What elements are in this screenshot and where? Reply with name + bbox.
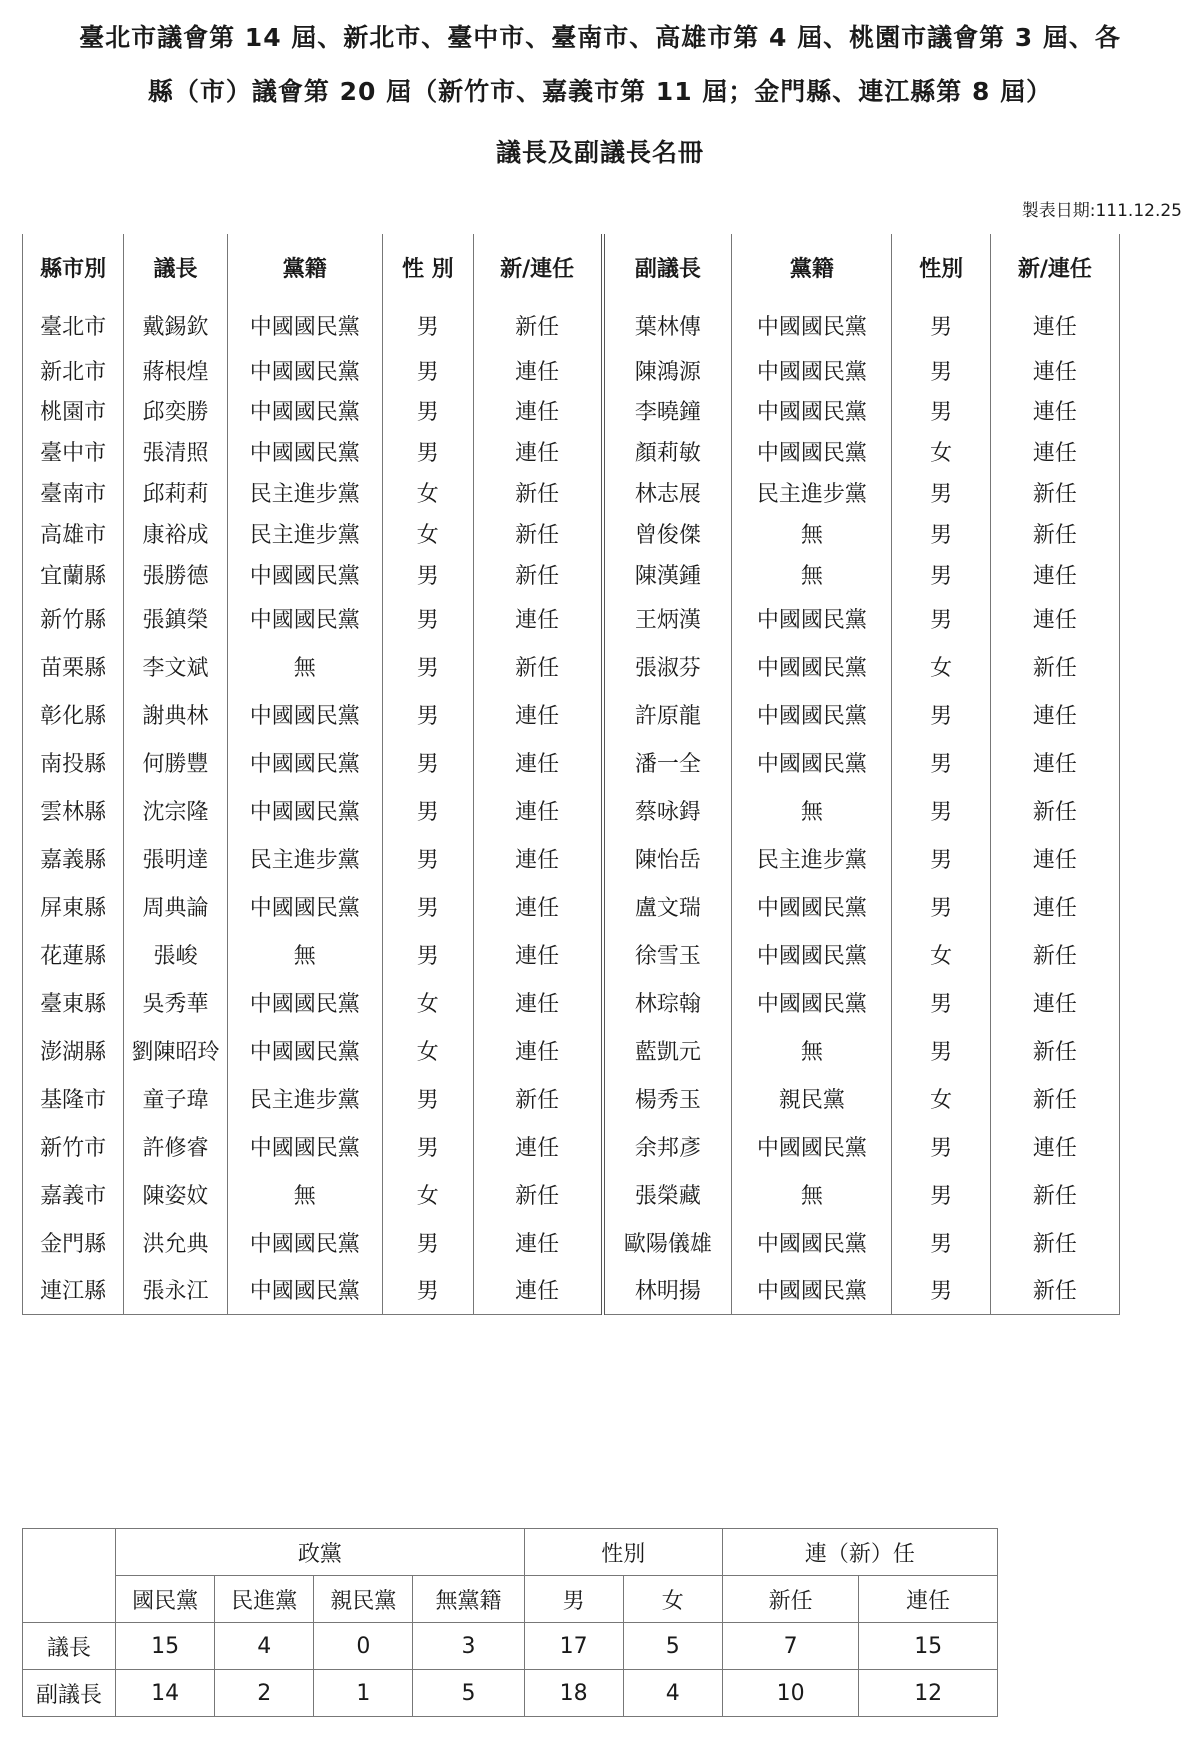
table-cell: 男 <box>892 350 990 390</box>
table-cell: 連任 <box>473 978 602 1026</box>
table-row <box>23 1170 1120 1218</box>
summary-cell: 3 <box>413 1623 524 1670</box>
table-cell: 民主進步黨 <box>227 513 382 554</box>
table-cell: 女 <box>382 1026 473 1074</box>
table-cell: 民主進步黨 <box>227 1074 382 1122</box>
table-cell: 新竹縣 <box>23 595 124 642</box>
table-cell: 女 <box>892 1074 990 1122</box>
table-cell: 男 <box>892 1026 990 1074</box>
table-cell: 女 <box>892 642 990 690</box>
table-cell: 中國國民黨 <box>227 595 382 642</box>
table-cell: 連任 <box>990 300 1119 350</box>
table-cell: 新任 <box>473 642 602 690</box>
table-cell: 李文斌 <box>124 642 227 690</box>
summary-group-gender: 性別 <box>524 1529 722 1576</box>
table-cell: 男 <box>892 882 990 930</box>
column-header: 性 別 <box>382 234 473 300</box>
column-header: 黨籍 <box>227 234 382 300</box>
table-cell: 中國國民黨 <box>732 978 892 1026</box>
table-cell: 連任 <box>473 738 602 786</box>
table-cell: 新竹市 <box>23 1122 124 1170</box>
summary-corner <box>23 1529 116 1623</box>
summary-row-speaker <box>23 1623 998 1670</box>
table-cell: 張清照 <box>124 431 227 472</box>
table-cell: 陳怡岳 <box>603 834 732 882</box>
table-cell: 連任 <box>473 930 602 978</box>
table-cell: 連任 <box>990 978 1119 1026</box>
table-cell: 謝典林 <box>124 690 227 738</box>
table-cell: 連江縣 <box>23 1266 124 1314</box>
table-cell: 徐雪玉 <box>603 930 732 978</box>
table-cell: 中國國民黨 <box>732 930 892 978</box>
table-cell: 中國國民黨 <box>732 642 892 690</box>
table-cell: 沈宗隆 <box>124 786 227 834</box>
table-cell: 男 <box>382 690 473 738</box>
table-cell: 臺北市 <box>23 300 124 350</box>
table-row <box>23 642 1120 690</box>
table-row <box>23 1266 1120 1314</box>
table-cell: 中國國民黨 <box>732 882 892 930</box>
table-cell: 屏東縣 <box>23 882 124 930</box>
table-cell: 中國國民黨 <box>732 350 892 390</box>
table-cell: 臺中市 <box>23 431 124 472</box>
table-cell: 許原龍 <box>603 690 732 738</box>
table-cell: 中國國民黨 <box>732 431 892 472</box>
title-line-3: 議長及副議長名冊 <box>495 138 704 167</box>
table-cell: 男 <box>892 1266 990 1314</box>
table-cell: 金門縣 <box>23 1218 124 1266</box>
table-row <box>23 390 1120 431</box>
table-cell: 無 <box>227 1170 382 1218</box>
table-cell: 男 <box>892 472 990 513</box>
table-cell: 新任 <box>990 1170 1119 1218</box>
table-date: 製表日期:111.12.25 <box>1021 201 1182 221</box>
table-cell: 無 <box>227 930 382 978</box>
table-cell: 苗栗縣 <box>23 642 124 690</box>
table-cell: 洪允典 <box>124 1218 227 1266</box>
summary-sub-header: 連任 <box>859 1576 998 1623</box>
table-cell: 嘉義市 <box>23 1170 124 1218</box>
table-row <box>23 930 1120 978</box>
table-cell: 張榮藏 <box>603 1170 732 1218</box>
summary-cell: 14 <box>116 1670 215 1717</box>
summary-table <box>22 1528 998 1717</box>
table-cell: 陳漢鍾 <box>603 554 732 595</box>
table-cell: 新任 <box>990 1266 1119 1314</box>
table-cell: 連任 <box>990 554 1119 595</box>
table-cell: 張明達 <box>124 834 227 882</box>
table-row <box>23 431 1120 472</box>
table-cell: 蔡咏鍀 <box>603 786 732 834</box>
table-cell: 雲林縣 <box>23 786 124 834</box>
summary-cell: 5 <box>623 1623 722 1670</box>
table-row <box>23 513 1120 554</box>
table-cell: 南投縣 <box>23 738 124 786</box>
summary-cell: 15 <box>859 1623 998 1670</box>
table-cell: 劉陳昭玲 <box>124 1026 227 1074</box>
table-cell: 張峻 <box>124 930 227 978</box>
table-cell: 新任 <box>990 930 1119 978</box>
table-cell: 基隆市 <box>23 1074 124 1122</box>
table-cell: 中國國民黨 <box>227 1122 382 1170</box>
summary-cell: 4 <box>623 1670 722 1717</box>
table-cell: 中國國民黨 <box>227 554 382 595</box>
table-cell: 新任 <box>990 1218 1119 1266</box>
table-cell: 男 <box>892 738 990 786</box>
table-cell: 李曉鐘 <box>603 390 732 431</box>
title-line-1: 臺北市議會第 14 屆、新北市、臺中市、臺南市、高雄市第 4 屆、桃園市議會第 3 屆、各 <box>79 23 1121 52</box>
table-cell: 吳秀華 <box>124 978 227 1026</box>
table-cell: 新任 <box>990 786 1119 834</box>
table-cell: 連任 <box>473 390 602 431</box>
table-cell: 男 <box>892 786 990 834</box>
table-cell: 周典論 <box>124 882 227 930</box>
table-cell: 男 <box>892 1218 990 1266</box>
table-row <box>23 1026 1120 1074</box>
table-row <box>23 300 1120 350</box>
column-header: 副議長 <box>603 234 732 300</box>
table-cell: 中國國民黨 <box>732 595 892 642</box>
table-cell: 男 <box>892 554 990 595</box>
table-cell: 民主進步黨 <box>732 472 892 513</box>
summary-group-row <box>23 1529 998 1576</box>
table-cell: 連任 <box>473 595 602 642</box>
table-cell: 曾俊傑 <box>603 513 732 554</box>
table-cell: 中國國民黨 <box>227 350 382 390</box>
table-cell: 新任 <box>990 472 1119 513</box>
table-row <box>23 554 1120 595</box>
table-cell: 宜蘭縣 <box>23 554 124 595</box>
table-cell: 男 <box>382 1122 473 1170</box>
summary-sub-header: 女 <box>623 1576 722 1623</box>
summary-sub-header: 民進黨 <box>215 1576 314 1623</box>
table-cell: 中國國民黨 <box>227 1026 382 1074</box>
column-header: 新/連任 <box>473 234 602 300</box>
table-cell: 許修睿 <box>124 1122 227 1170</box>
table-cell: 林明揚 <box>603 1266 732 1314</box>
table-cell: 連任 <box>990 690 1119 738</box>
table-cell: 男 <box>382 786 473 834</box>
table-cell: 無 <box>732 554 892 595</box>
table-cell: 張勝德 <box>124 554 227 595</box>
table-row <box>23 1074 1120 1122</box>
table-cell: 桃園市 <box>23 390 124 431</box>
table-cell: 中國國民黨 <box>227 390 382 431</box>
table-cell: 歐陽儀雄 <box>603 1218 732 1266</box>
column-header: 性別 <box>892 234 990 300</box>
table-cell: 中國國民黨 <box>227 978 382 1026</box>
table-cell: 男 <box>382 1218 473 1266</box>
table-cell: 新任 <box>473 1074 602 1122</box>
table-cell: 男 <box>382 930 473 978</box>
table-cell: 女 <box>382 978 473 1026</box>
table-cell: 張淑芬 <box>603 642 732 690</box>
table-cell: 男 <box>892 390 990 431</box>
table-cell: 男 <box>382 834 473 882</box>
table-cell: 顏莉敏 <box>603 431 732 472</box>
table-cell: 連任 <box>990 350 1119 390</box>
table-cell: 女 <box>892 930 990 978</box>
table-cell: 張鎮榮 <box>124 595 227 642</box>
summary-cell: 7 <box>722 1623 859 1670</box>
table-cell: 葉林傳 <box>603 300 732 350</box>
table-row <box>23 978 1120 1026</box>
table-cell: 男 <box>382 390 473 431</box>
table-cell: 民主進步黨 <box>732 834 892 882</box>
table-cell: 無 <box>732 513 892 554</box>
table-row <box>23 1218 1120 1266</box>
table-cell: 邱莉莉 <box>124 472 227 513</box>
table-cell: 男 <box>382 595 473 642</box>
table-cell: 男 <box>892 513 990 554</box>
table-cell: 無 <box>732 1026 892 1074</box>
table-cell: 楊秀玉 <box>603 1074 732 1122</box>
table-cell: 女 <box>892 431 990 472</box>
table-cell: 男 <box>382 431 473 472</box>
table-cell: 潘一全 <box>603 738 732 786</box>
table-cell: 新任 <box>990 513 1119 554</box>
table-cell: 張永江 <box>124 1266 227 1314</box>
table-cell: 中國國民黨 <box>227 786 382 834</box>
table-cell: 連任 <box>990 595 1119 642</box>
table-cell: 連任 <box>473 350 602 390</box>
table-cell: 陳鴻源 <box>603 350 732 390</box>
table-cell: 高雄市 <box>23 513 124 554</box>
table-cell: 戴錫欽 <box>124 300 227 350</box>
table-cell: 中國國民黨 <box>732 1266 892 1314</box>
table-cell: 新任 <box>990 1074 1119 1122</box>
summary-sub-header: 男 <box>524 1576 623 1623</box>
table-cell: 男 <box>382 738 473 786</box>
summary-row-deputy <box>23 1670 998 1717</box>
table-cell: 澎湖縣 <box>23 1026 124 1074</box>
summary-cell: 5 <box>413 1670 524 1717</box>
table-row <box>23 738 1120 786</box>
table-cell: 藍凱元 <box>603 1026 732 1074</box>
table-cell: 連任 <box>473 1218 602 1266</box>
table-row <box>23 350 1120 390</box>
summary-cell: 17 <box>524 1623 623 1670</box>
table-cell: 女 <box>382 1170 473 1218</box>
table-cell: 中國國民黨 <box>732 690 892 738</box>
table-cell: 男 <box>892 834 990 882</box>
table-cell: 連任 <box>473 1122 602 1170</box>
title-line-2: 縣（市）議會第 20 屆（新竹市、嘉義市第 11 屆；金門縣、連江縣第 8 屆） <box>147 77 1053 106</box>
table-cell: 連任 <box>990 738 1119 786</box>
table-cell: 中國國民黨 <box>227 1218 382 1266</box>
table-row <box>23 834 1120 882</box>
table-cell: 中國國民黨 <box>227 882 382 930</box>
table-row <box>23 595 1120 642</box>
table-cell: 中國國民黨 <box>732 300 892 350</box>
table-cell: 嘉義縣 <box>23 834 124 882</box>
table-cell: 中國國民黨 <box>732 1218 892 1266</box>
table-cell: 新北市 <box>23 350 124 390</box>
summary-row-label: 議長 <box>23 1623 116 1670</box>
column-header: 縣市別 <box>23 234 124 300</box>
summary-sub-row <box>23 1576 998 1623</box>
table-cell: 何勝豐 <box>124 738 227 786</box>
table-cell: 邱奕勝 <box>124 390 227 431</box>
table-cell: 中國國民黨 <box>732 738 892 786</box>
table-cell: 民主進步黨 <box>227 472 382 513</box>
table-cell: 陳姿妏 <box>124 1170 227 1218</box>
table-cell: 新任 <box>473 513 602 554</box>
table-cell: 連任 <box>473 1026 602 1074</box>
table-cell: 連任 <box>473 882 602 930</box>
table-cell: 童子瑋 <box>124 1074 227 1122</box>
summary-sub-header: 親民黨 <box>314 1576 413 1623</box>
table-cell: 中國國民黨 <box>227 300 382 350</box>
summary-cell: 4 <box>215 1623 314 1670</box>
table-row <box>23 786 1120 834</box>
table-cell: 連任 <box>473 834 602 882</box>
table-row <box>23 472 1120 513</box>
table-cell: 新任 <box>473 1170 602 1218</box>
table-cell: 連任 <box>990 431 1119 472</box>
table-cell: 連任 <box>473 786 602 834</box>
table-cell: 新任 <box>473 472 602 513</box>
table-cell: 男 <box>382 1266 473 1314</box>
table-cell: 彰化縣 <box>23 690 124 738</box>
table-cell: 新任 <box>990 642 1119 690</box>
summary-sub-header: 國民黨 <box>116 1576 215 1623</box>
summary-cell: 10 <box>722 1670 859 1717</box>
table-cell: 新任 <box>473 300 602 350</box>
table-cell: 女 <box>382 513 473 554</box>
table-cell: 女 <box>382 472 473 513</box>
table-cell: 男 <box>382 300 473 350</box>
summary-row-label: 副議長 <box>23 1670 116 1717</box>
summary-cell: 12 <box>859 1670 998 1717</box>
table-row <box>23 690 1120 738</box>
table-cell: 連任 <box>473 431 602 472</box>
table-cell: 男 <box>892 595 990 642</box>
table-cell: 康裕成 <box>124 513 227 554</box>
summary-cell: 1 <box>314 1670 413 1717</box>
table-cell: 無 <box>732 786 892 834</box>
roster-table <box>22 234 1120 1315</box>
summary-cell: 15 <box>116 1623 215 1670</box>
summary-cell: 2 <box>215 1670 314 1717</box>
table-cell: 連任 <box>990 882 1119 930</box>
table-cell: 新任 <box>473 554 602 595</box>
table-cell: 盧文瑞 <box>603 882 732 930</box>
table-cell: 男 <box>892 1170 990 1218</box>
column-header: 議長 <box>124 234 227 300</box>
table-cell: 新任 <box>990 1026 1119 1074</box>
table-cell: 連任 <box>473 690 602 738</box>
table-row <box>23 882 1120 930</box>
header-row <box>23 234 1120 300</box>
table-cell: 民主進步黨 <box>227 834 382 882</box>
table-cell: 連任 <box>990 390 1119 431</box>
table-cell: 臺南市 <box>23 472 124 513</box>
table-cell: 男 <box>892 1122 990 1170</box>
table-cell: 林琮翰 <box>603 978 732 1026</box>
table-cell: 男 <box>382 1074 473 1122</box>
summary-cell: 18 <box>524 1670 623 1717</box>
table-cell: 中國國民黨 <box>227 431 382 472</box>
table-cell: 蔣根煌 <box>124 350 227 390</box>
summary-cell: 0 <box>314 1623 413 1670</box>
table-cell: 男 <box>892 690 990 738</box>
table-cell: 男 <box>382 350 473 390</box>
table-cell: 中國國民黨 <box>227 738 382 786</box>
table-cell: 林志展 <box>603 472 732 513</box>
table-cell: 王炳漢 <box>603 595 732 642</box>
table-cell: 臺東縣 <box>23 978 124 1026</box>
summary-group-party: 政黨 <box>116 1529 525 1576</box>
table-cell: 無 <box>227 642 382 690</box>
table-cell: 連任 <box>990 1122 1119 1170</box>
table-cell: 無 <box>732 1170 892 1218</box>
table-cell: 男 <box>382 554 473 595</box>
table-cell: 男 <box>382 882 473 930</box>
table-row <box>23 1122 1120 1170</box>
table-cell: 連任 <box>473 1266 602 1314</box>
table-cell: 中國國民黨 <box>732 390 892 431</box>
column-header: 新/連任 <box>990 234 1119 300</box>
table-cell: 連任 <box>990 834 1119 882</box>
summary-group-term: 連（新）任 <box>722 1529 997 1576</box>
table-cell: 花蓮縣 <box>23 930 124 978</box>
table-cell: 中國國民黨 <box>227 690 382 738</box>
table-cell: 男 <box>382 642 473 690</box>
column-header: 黨籍 <box>732 234 892 300</box>
table-cell: 中國國民黨 <box>227 1266 382 1314</box>
table-cell: 中國國民黨 <box>732 1122 892 1170</box>
table-cell: 男 <box>892 978 990 1026</box>
summary-sub-header: 無黨籍 <box>413 1576 524 1623</box>
summary-sub-header: 新任 <box>722 1576 859 1623</box>
table-cell: 男 <box>892 300 990 350</box>
table-cell: 余邦彥 <box>603 1122 732 1170</box>
table-cell: 親民黨 <box>732 1074 892 1122</box>
